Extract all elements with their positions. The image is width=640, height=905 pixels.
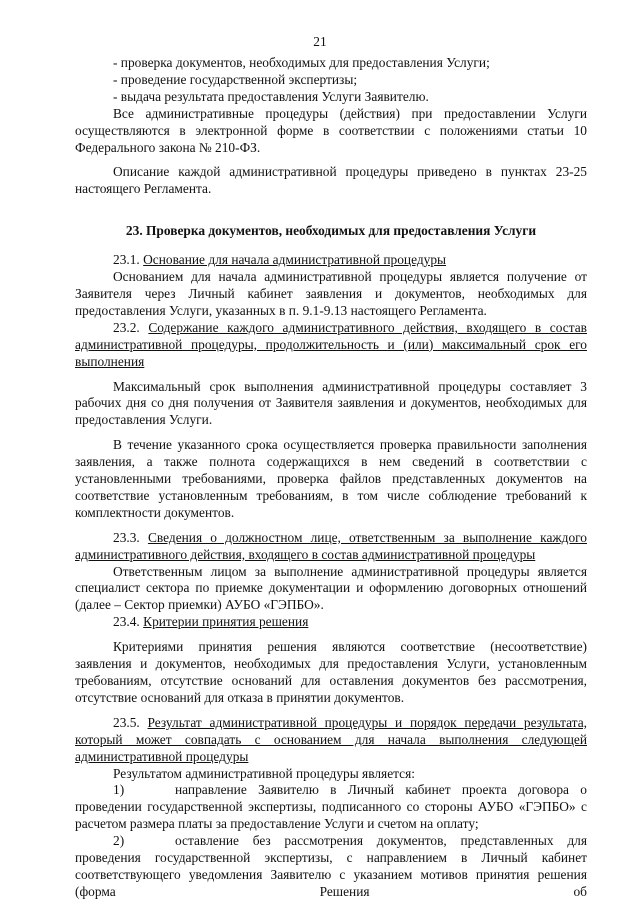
subsection-title: Критерии принятия решения — [143, 614, 309, 630]
subsection-23-1-header — [75, 252, 587, 269]
subsection-number: 23.4. — [113, 614, 140, 630]
subsection-23-3-header — [75, 530, 587, 564]
subsection-23-2-text-2: В течение указанного срока осуществляется проверка правильности заполнения заявления, а также полнота содержащихся в нем сведений в соответствии с установленными требованиями, проверка файлов представленных документов на соответствие установленным требованиям, в том числе соблюдение требований к комплектности документов. — [75, 437, 587, 520]
paragraph-electronic-form: Все административные процедуры (действия) при предоставлении Услуги осуществляются в электронной форме в соответствии с положениями статьи 10 Федерального закона № 210-ФЗ. — [75, 105, 587, 155]
subsection-23-1-text: Основанием для начала административной процедуры является получение от Заявителя через Личный кабинет заявления и документов, необходимых для предоставления Услуги, указанных в п. 9.1-9.13 настоящего Регламента. — [75, 269, 587, 318]
subsection-number: 23.3. — [113, 529, 140, 545]
subsection-number: 23.1. — [113, 252, 140, 268]
item-text: направление Заявителю в Личный кабинет проекта договора о проведении государственной экспертизы, подписанного со стороны АУБО «ГЭПБО» с расчетом размера платы за предоставление Услуги и счетом на оплату; — [75, 782, 587, 832]
subsection-23-4-header — [75, 614, 587, 631]
result-item-1 — [75, 782, 587, 833]
subsection-title: Основание для начала административной процедуры — [143, 252, 447, 268]
subsection-23-5-intro: Результатом административной процедуры является: — [113, 765, 415, 781]
item-text: оставление без рассмотрения документов, представленных для проведения государственной экспертизы, с направлением в Личный кабинет соответствующего уведомления Заявителю с указанием мотивов принятия решения (форма Решения об — [75, 833, 587, 899]
section-heading: 23. Проверка документов, необходимых для предоставления Услуги — [125, 223, 537, 239]
list-item: - проверка документов, необходимых для предоставления Услуги; — [113, 55, 490, 70]
subsection-title: Сведения о должностном лице, ответственным за выполнение каждого административного действия, входящего в состав административной процедуры — [75, 529, 587, 562]
result-item-2 — [75, 833, 587, 901]
subsection-number: 23.2. — [113, 319, 140, 335]
subsection-23-2-header — [75, 320, 587, 371]
list-item: - выдача результата предоставления Услуги Заявителю. — [113, 88, 429, 104]
subsection-title: Содержание каждого административного действия, входящего в состав административной процедуры, продолжительность и (или) максимальный срок его выполнения — [75, 319, 587, 369]
item-number: 1) — [113, 782, 125, 798]
item-number: 2) — [113, 833, 125, 849]
document-body — [75, 55, 587, 901]
list-item: - проведение государственной экспертизы; — [113, 71, 358, 87]
page-number: 21 — [313, 34, 327, 49]
subsection-title: Результат административной процедуры и порядок передачи результата, который может совпадать с основанием для начала выполнения следующей административной процедуры — [75, 714, 587, 764]
subsection-23-2-text-1: Максимальный срок выполнения административной процедуры составляет 3 рабочих дня со дня получения от Заявителя заявления и документов, необходимых для предоставления Услуги. — [75, 378, 587, 428]
subsection-number: 23.5. — [113, 714, 140, 730]
subsection-23-4-text: Критериями принятия решения являются соответствие (несоответствие) заявления и документов, необходимых для предоставления Услуги, установленным требованиям, отсутствие оснований для оставления документов без рассмотрения, отсутствие оснований для отказа в принятии документов. — [75, 639, 587, 705]
subsection-23-3-text: Ответственным лицом за выполнение административной процедуры является специалист сектора по приемке документации и оформлению договорных отношений (далее – Сектор приемки) АУБО «ГЭПБО». — [75, 563, 587, 613]
paragraph-description: Описание каждой административной процедуры приведено в пунктах 23-25 настоящего Регламента. — [75, 164, 587, 197]
subsection-23-5-header — [75, 715, 587, 766]
